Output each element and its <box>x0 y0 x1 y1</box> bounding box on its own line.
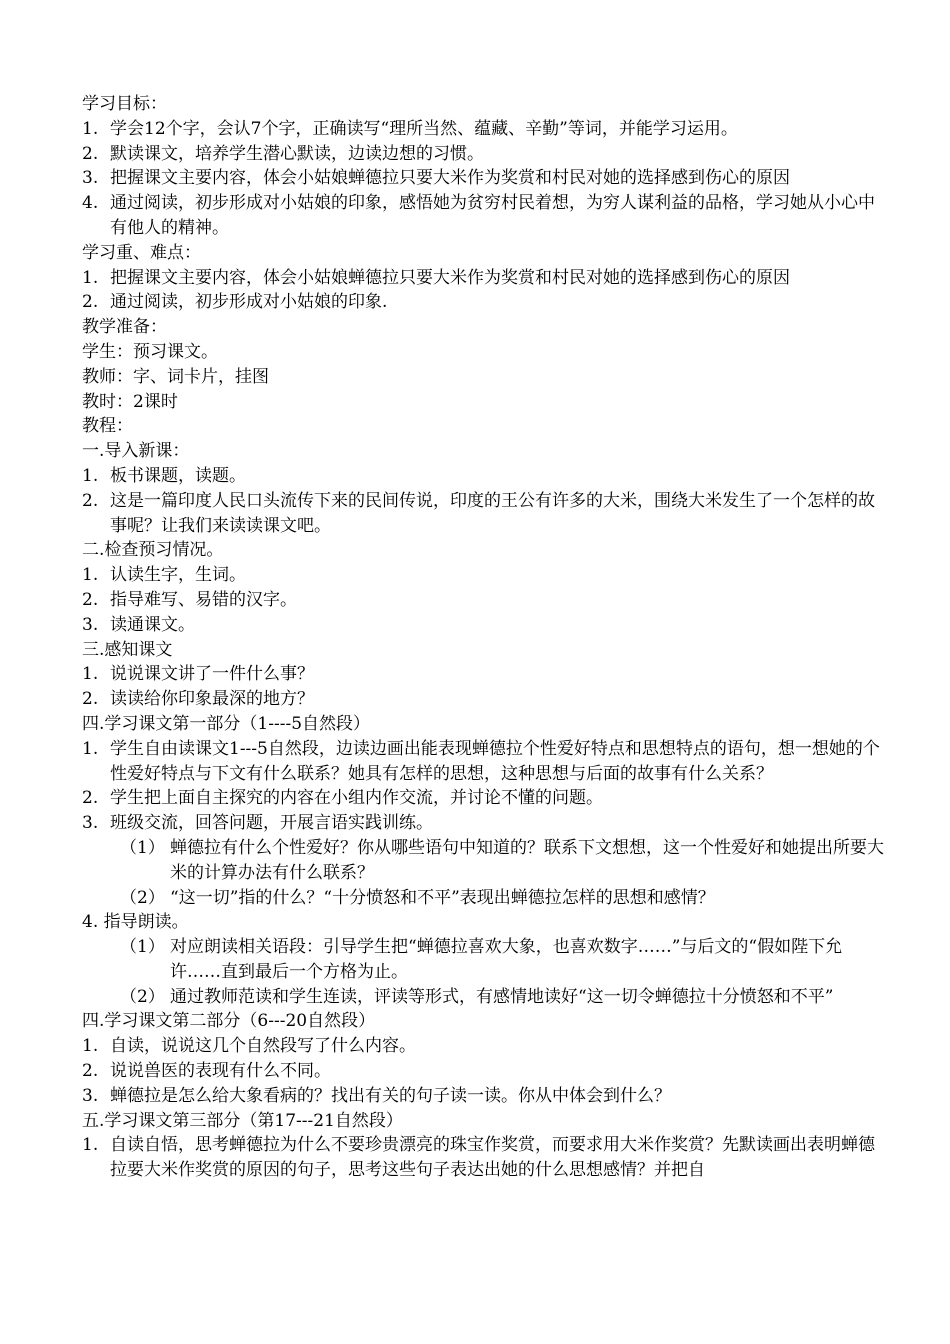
list-number: 1. <box>82 565 99 586</box>
list-text: 这是一篇印度人民口头流传下来的民间传说，印度的王公有许多的大米，围绕大米发生了一个怎样的故事呢？让我们来读读课文吧。 <box>110 490 875 536</box>
sub-list-text: 蝉德拉有什么个性爱好？你从哪些语句中知道的？联系下文想想，这一个性爱好和她提出所要大米的计算办法有什么联系？ <box>170 837 884 883</box>
list-item <box>82 266 890 291</box>
list-text: 学会12个字，会认7个字，正确读写“理所当然、蕴藏、辛勤”等词，并能学习运用。 <box>110 118 738 139</box>
list-number: 2. <box>82 589 99 610</box>
list-number: 3. <box>82 614 99 635</box>
list-text: 自读，说说这几个自然段写了什么内容。 <box>110 1036 416 1057</box>
section-heading: 五.学习课文第三部分（第17---21自然段） <box>82 1110 403 1131</box>
list-text: 班级交流，回答问题，开展言语实践训练。 <box>110 813 433 834</box>
list-text: 自读自悟，思考蝉德拉为什么不要珍贵漂亮的珠宝作奖赏，而要求用大米作奖赏？先默读画出表明蝉德拉要大米作奖赏的原因的句子，思考这些句子表达出她的什么思想感情？并把自 <box>110 1135 875 1181</box>
list-item <box>82 191 890 241</box>
list-text: 说说兽医的表现有什么不同。 <box>110 1061 331 1082</box>
list-number: 3. <box>82 813 99 834</box>
list-item <box>82 117 890 142</box>
process-heading: 教程： <box>82 416 133 437</box>
prep-student: 学生：预习课文。 <box>82 341 218 362</box>
section-heading: 一.导入新课： <box>82 441 190 462</box>
list-number: 1. <box>82 1135 99 1156</box>
sub-list-item <box>82 985 890 1010</box>
list-item <box>82 687 890 712</box>
list-item <box>82 1084 890 1109</box>
list-number: 2. <box>82 788 99 809</box>
list-number: 1. <box>82 1036 99 1057</box>
list-number: 1. <box>82 664 99 685</box>
list-text: 认读生字，生词。 <box>110 565 246 586</box>
list-item <box>82 166 890 191</box>
list-number: 3. <box>82 1085 99 1106</box>
list-text: 指导难写、易错的汉字。 <box>110 589 297 610</box>
sub-list-text: “这一切”指的什么？“十分愤怒和不平”表现出蝉德拉怎样的思想和感情？ <box>170 887 715 908</box>
list-item <box>82 290 890 315</box>
list-number: 1. <box>82 738 99 759</box>
list-text: 板书课题，读题。 <box>110 465 246 486</box>
sub-list-number: （1） <box>120 937 165 958</box>
list-item <box>82 1034 890 1059</box>
list-number: 3. <box>82 168 99 189</box>
sub-list-item <box>82 886 890 911</box>
list-number: 2. <box>82 1061 99 1082</box>
list-number: 2. <box>82 689 99 710</box>
prep-teacher: 教师：字、词卡片，挂图 <box>82 366 269 387</box>
prep-hours: 教时：2课时 <box>82 391 178 412</box>
list-number: 1. <box>82 267 99 288</box>
list-text: 读读给你印象最深的地方？ <box>110 689 314 710</box>
sub-list-number: （1） <box>120 837 165 858</box>
list-item <box>82 489 890 539</box>
list-item <box>82 662 890 687</box>
list-item <box>82 811 890 836</box>
list-text: 学生把上面自主探究的内容在小组内作交流，并讨论不懂的问题。 <box>110 788 603 809</box>
list-item <box>82 142 890 167</box>
list-item <box>82 786 890 811</box>
sub-list-text: 对应朗读相关语段：引导学生把“蝉德拉喜欢大象，也喜欢数字……”与后文的“假如陛下允许……直到最后一个方格为止。 <box>170 937 843 982</box>
list-text: 把握课文主要内容，体会小姑娘蝉德拉只要大米作为奖赏和村民对她的选择感到伤心的原因 <box>110 267 790 288</box>
list-item <box>82 464 890 489</box>
sub-list-item <box>82 935 890 985</box>
list-text: 蝉德拉是怎么给大象看病的？找出有关的句子读一读。你从中体会到什么？ <box>110 1085 671 1106</box>
list-number: 4. <box>82 193 99 214</box>
sub-list-item <box>82 836 890 886</box>
list-text: 说说课文讲了一件什么事？ <box>110 664 314 685</box>
list-number: 1. <box>82 465 99 486</box>
sub-list-text: 通过教师范读和学生连读，评读等形式，有感情地读好“这一切令蝉德拉十分愤怒和不平” <box>170 986 834 1007</box>
list-text: 把握课文主要内容，体会小姑娘蝉德拉只要大米作为奖赏和村民对她的选择感到伤心的原因 <box>110 168 790 189</box>
list-item <box>82 1059 890 1084</box>
sub-list-number: （2） <box>120 986 165 1007</box>
list-item <box>82 588 890 613</box>
list-item <box>82 1133 890 1183</box>
list-item <box>82 737 890 787</box>
list-text: 读通课文。 <box>110 614 195 635</box>
objectives-heading: 学习目标： <box>82 94 167 114</box>
list-item <box>82 563 890 588</box>
list-number: 2. <box>82 143 99 164</box>
list-item <box>82 613 890 638</box>
sub-list-number: （2） <box>120 887 165 908</box>
list-text: 通过阅读，初步形成对小姑娘的印象. <box>110 292 388 313</box>
list-text: 通过阅读，初步形成对小姑娘的印象，感悟她为贫穷村民着想，为穷人谋利益的品格，学习她从小心中有他人的精神。 <box>110 193 875 238</box>
list-number: 2. <box>82 490 99 511</box>
section-heading: 三.感知课文 <box>82 639 173 660</box>
prep-heading: 教学准备： <box>82 317 167 338</box>
section-heading: 四.学习课文第一部分（1----5自然段） <box>82 713 371 734</box>
list-number: 1. <box>82 118 99 139</box>
list-item-read-aloud: 4. 指导朗读。 <box>82 912 189 933</box>
list-number: 2. <box>82 292 99 313</box>
section-heading: 四.学习课文第二部分（6---20自然段） <box>82 1011 376 1032</box>
list-text: 默读课文，培养学生潜心默读，边读边想的习惯。 <box>110 143 484 164</box>
section-heading: 二.检查预习情况。 <box>82 540 224 561</box>
keypoints-heading: 学习重、难点： <box>82 242 201 263</box>
list-text: 学生自由读课文1---5自然段，边读边画出能表现蝉德拉个性爱好特点和思想特点的语句，想一想她的个性爱好特点与下文有什么联系？她具有怎样的思想，这种思想与后面的故事有什么关系？ <box>110 738 880 784</box>
